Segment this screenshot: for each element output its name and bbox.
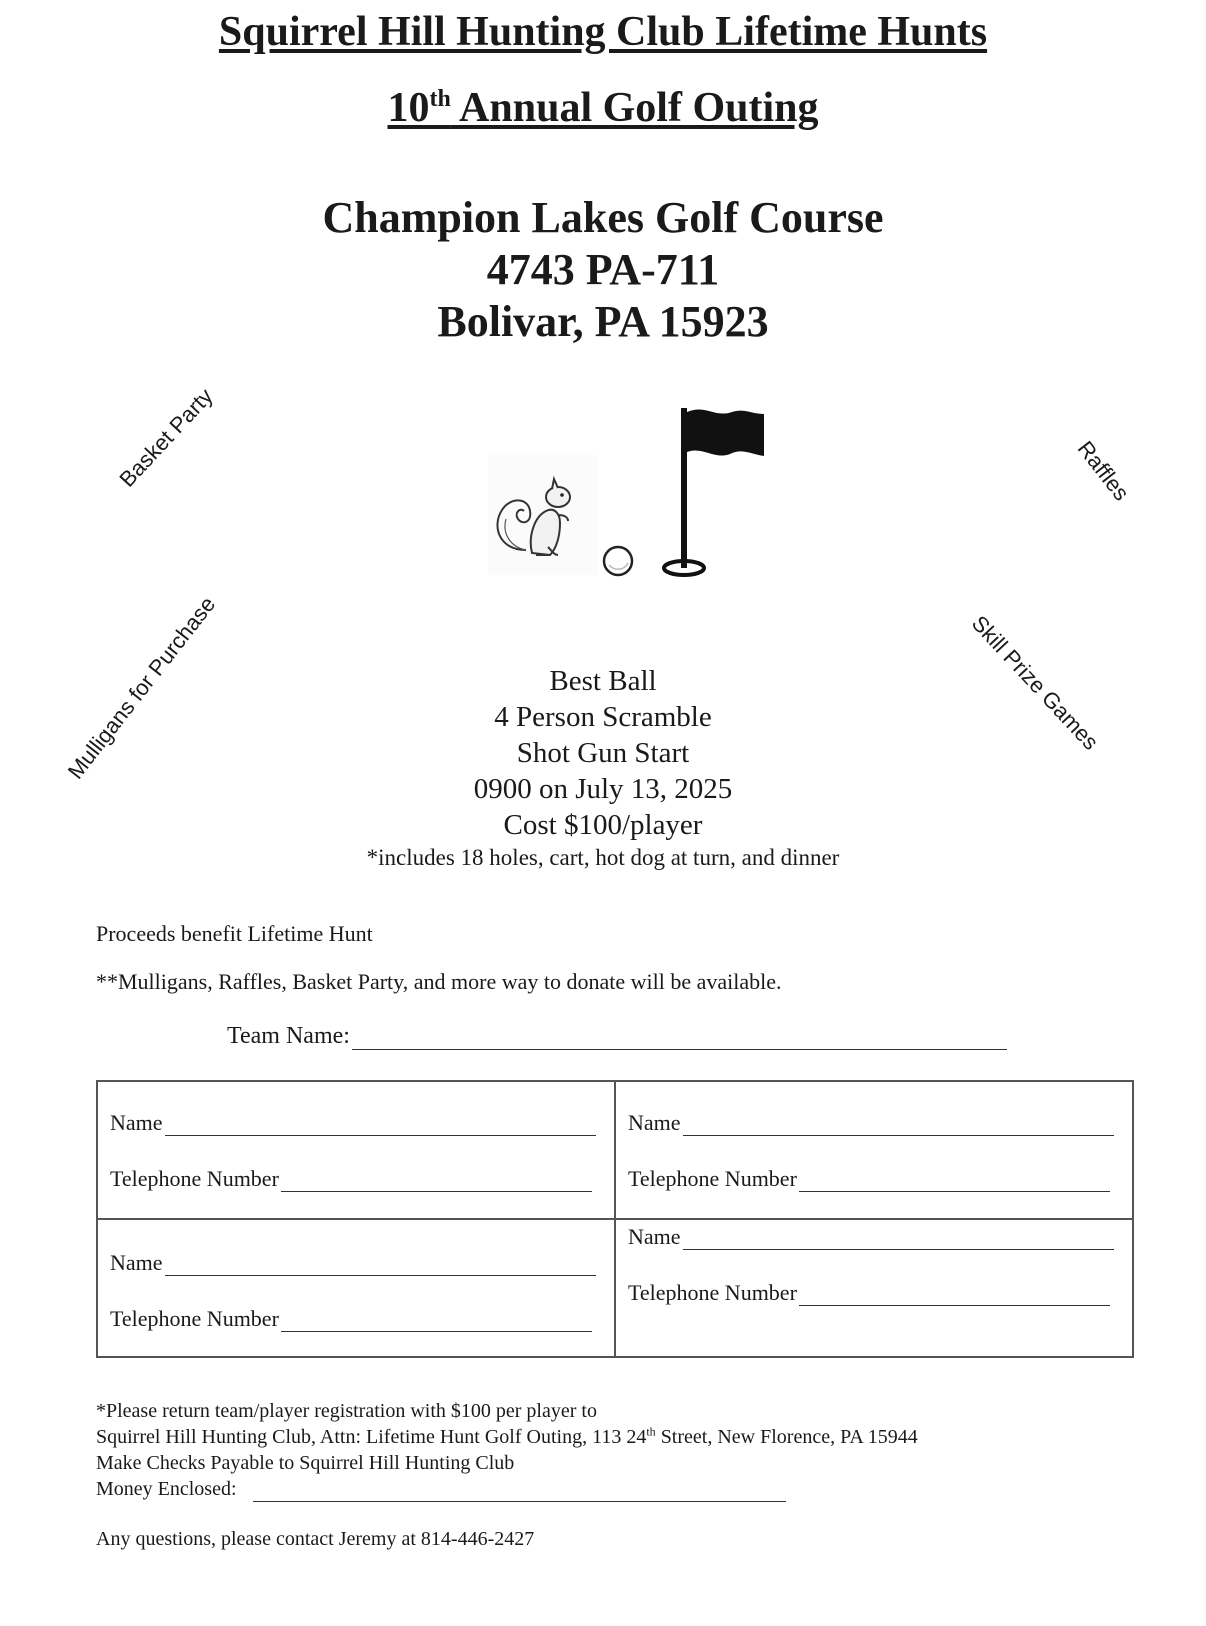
money-line[interactable] [253, 1483, 786, 1502]
return-line: *Please return team/player registration with $100 per player to [96, 1400, 597, 1422]
phone-label: Telephone Number [628, 1166, 797, 1191]
venue-city: Bolivar, PA 15923 [437, 297, 769, 346]
player-4-name-field[interactable] [628, 1224, 1114, 1250]
player-3-cell [97, 1219, 615, 1357]
proceeds-text: Proceeds benefit Lifetime Hunt [96, 921, 373, 946]
squirrel-icon [488, 455, 598, 575]
name-line[interactable] [683, 1115, 1114, 1136]
player-1-cell [97, 1081, 615, 1219]
player-1-name-field[interactable] [110, 1110, 596, 1136]
team-name-line[interactable] [352, 1027, 1007, 1050]
player-2-cell [615, 1081, 1133, 1219]
includes-text: *includes 18 holes, cart, hot dog at turn, and dinner [366, 845, 840, 870]
contact-line: Any questions, please contact Jeremy at 814-446-2427 [96, 1528, 535, 1550]
phone-line[interactable] [799, 1171, 1110, 1192]
donate-text: **Mulligans, Raffles, Basket Party, and more way to donate will be available. [96, 969, 782, 994]
phone-label: Telephone Number [628, 1280, 797, 1305]
player-4-phone-field[interactable] [628, 1280, 1110, 1306]
format-text: Best Ball [549, 665, 657, 697]
phone-label: Telephone Number [110, 1306, 279, 1331]
venue-block [0, 192, 1206, 348]
name-label: Name [110, 1250, 163, 1275]
footer-block [96, 1398, 1136, 1552]
subtitle-number: 10 [387, 85, 430, 131]
skill-prize-label: Skill Prize Games [966, 610, 1104, 755]
player-4-cell [615, 1219, 1133, 1357]
phone-label: Telephone Number [110, 1166, 279, 1191]
golf-ball-icon [600, 543, 636, 579]
event-details [0, 663, 1206, 873]
player-2-name-field[interactable] [628, 1110, 1114, 1136]
venue-name: Champion Lakes Golf Course [322, 193, 884, 242]
phone-line[interactable] [799, 1285, 1110, 1306]
address-line [96, 1424, 1136, 1450]
address-sup: th [646, 1424, 656, 1439]
player-1-phone-field[interactable] [110, 1166, 592, 1192]
golf-flag-icon [660, 400, 780, 580]
address-post: Street, New Florence, PA 15944 [655, 1426, 918, 1448]
scramble-text: 4 Person Scramble [494, 701, 712, 733]
name-line[interactable] [165, 1115, 596, 1136]
checks-line: Make Checks Payable to Squirrel Hill Hunting Club [96, 1452, 515, 1474]
player-3-phone-field[interactable] [110, 1306, 592, 1332]
datetime-text: 0900 on July 13, 2025 [473, 773, 733, 805]
player-2-phone-field[interactable] [628, 1166, 1110, 1192]
name-line[interactable] [683, 1229, 1114, 1250]
registration-table [96, 1080, 1134, 1358]
name-label: Name [628, 1110, 681, 1135]
name-label: Name [110, 1110, 163, 1135]
team-name-label: Team Name: [227, 1023, 350, 1049]
money-enclosed-field[interactable] [96, 1476, 786, 1502]
mulligans-label: Mulligans for Purchase [62, 591, 221, 784]
cost-text: Cost $100/player [503, 809, 703, 841]
flyer-subtitle [0, 84, 1206, 132]
team-name-field[interactable] [227, 1023, 1007, 1050]
address-pre: Squirrel Hill Hunting Club, Attn: Lifetime Hunt Golf Outing, 113 24 [96, 1426, 647, 1448]
player-3-name-field[interactable] [110, 1250, 596, 1276]
subtitle-rest: Annual Golf Outing [450, 85, 819, 131]
basket-party-label: Basket Party [114, 383, 218, 492]
name-line[interactable] [165, 1255, 596, 1276]
name-label: Name [628, 1224, 681, 1249]
start-text: Shot Gun Start [516, 737, 690, 769]
venue-street: 4743 PA-711 [486, 245, 720, 294]
flyer-title: Squirrel Hill Hunting Club Lifetime Hunts [218, 9, 988, 55]
subtitle-suffix: th [429, 86, 451, 112]
phone-line[interactable] [281, 1311, 592, 1332]
money-label: Money Enclosed: [96, 1478, 237, 1500]
raffles-label: Raffles [1072, 436, 1135, 506]
phone-line[interactable] [281, 1171, 592, 1192]
